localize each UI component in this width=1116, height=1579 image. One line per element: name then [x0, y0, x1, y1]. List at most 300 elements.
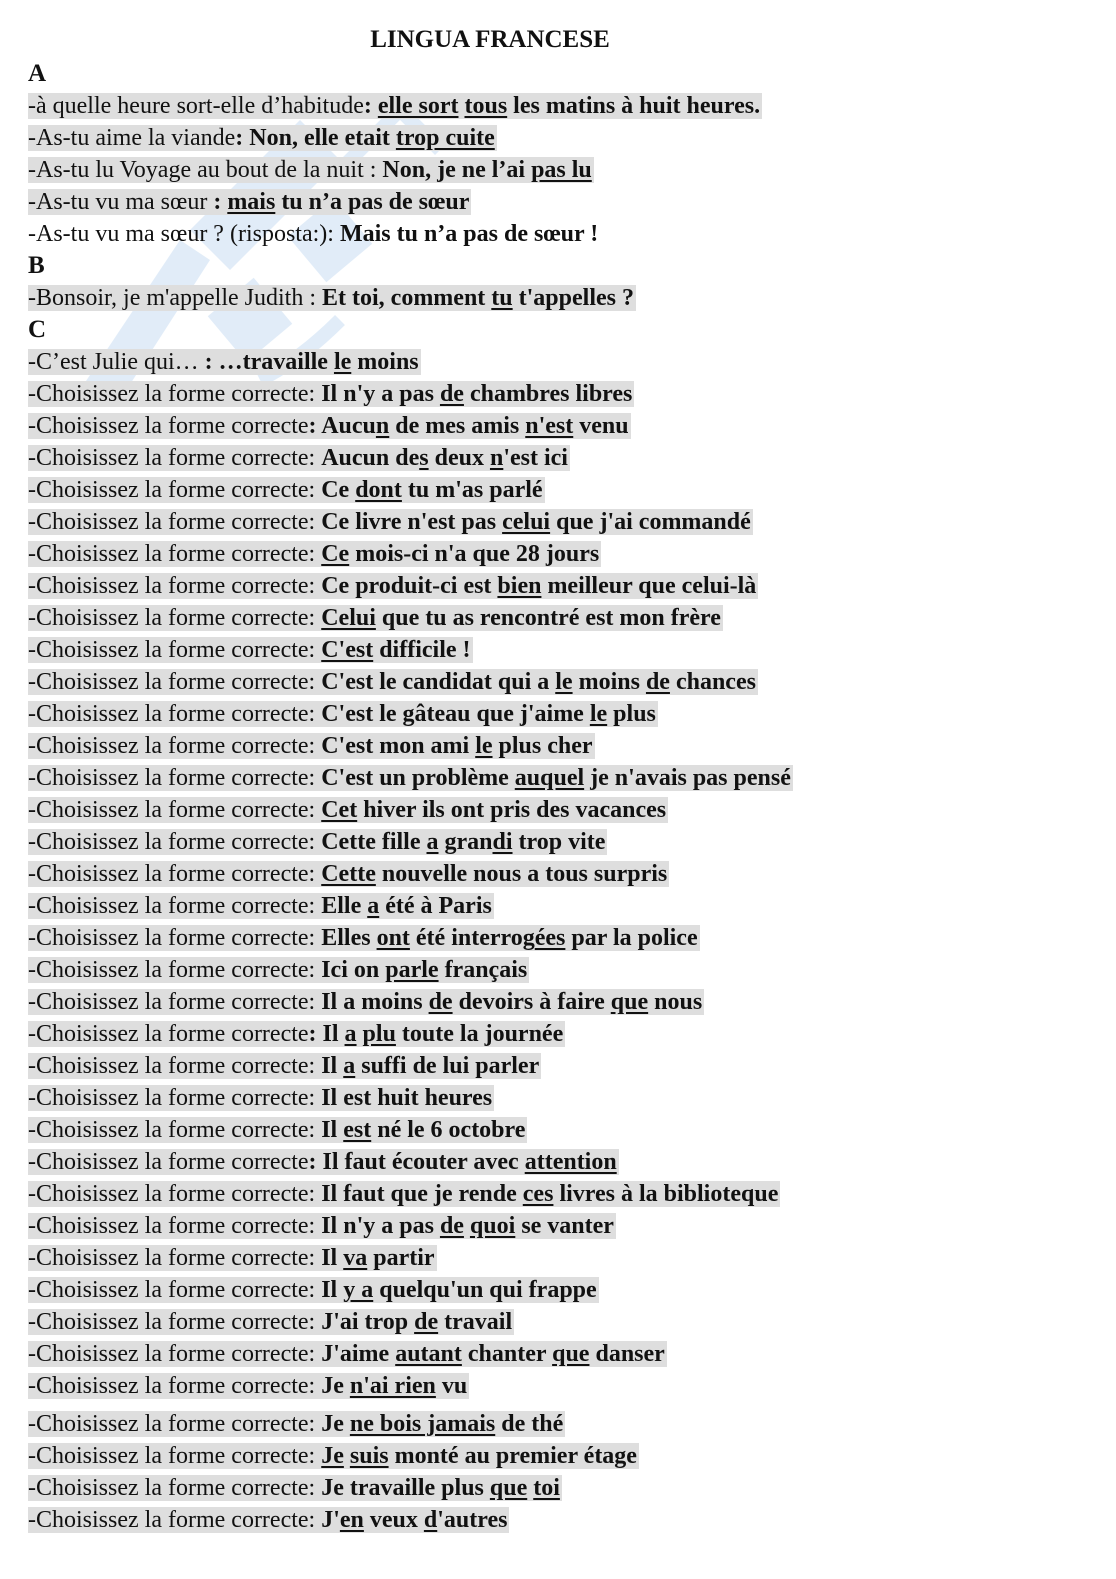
answer-segment: été interrog [409, 925, 535, 951]
answer-text [235, 125, 495, 151]
answer-segment: 'est ici [503, 445, 568, 471]
answer-segment: Il est huit heures [321, 1085, 493, 1111]
answer-segment: Ce [321, 477, 356, 503]
answer-segment: Il [321, 1053, 344, 1079]
qa-highlight [28, 349, 421, 375]
answer-segment: chambres libres [463, 381, 633, 407]
answer-segment: quelqu'un qui frappe [373, 1277, 597, 1303]
question-prompt: -Choisissez la forme correcte: [28, 1475, 322, 1501]
answer-text [364, 93, 760, 119]
answer-keyword: autant [395, 1341, 462, 1367]
question-prompt: -Choisissez la forme correcte: [28, 541, 322, 567]
question-prompt: -Choisissez la forme correcte: [28, 477, 322, 503]
qa-highlight [28, 189, 471, 215]
answer-keyword: trop cuite [395, 125, 495, 151]
question-prompt: -Choisissez la forme correcte: [28, 605, 322, 631]
qa-highlight [28, 829, 607, 855]
qa-highlight [28, 669, 758, 695]
qa-line [28, 954, 1088, 986]
answer-segment: Il faut que je rende [321, 1181, 523, 1207]
qa-line [28, 1370, 1088, 1402]
answer-segment: livres à la biblioteque [553, 1181, 779, 1207]
answer-text [321, 829, 605, 855]
qa-highlight [28, 1309, 514, 1335]
answer-keyword: en [339, 1507, 364, 1533]
answer-text [321, 1411, 563, 1437]
answer-keyword: a [367, 893, 380, 919]
answer-segment: Je [321, 1411, 350, 1437]
question-prompt: -Choisissez la forme correcte: [28, 637, 322, 663]
answer-text [321, 381, 632, 407]
answer-text [321, 1373, 467, 1399]
question-prompt: -Choisissez la forme correcte: [28, 669, 322, 695]
answer-segment: J' [321, 1507, 340, 1533]
qa-line [28, 90, 1088, 122]
question-prompt: -Choisissez la forme correcte: [28, 925, 322, 951]
question-list [28, 58, 1088, 1536]
qa-highlight [28, 573, 758, 599]
qa-line [28, 1504, 1088, 1536]
answer-text [321, 477, 542, 503]
answer-segment: Il [321, 1277, 344, 1303]
qa-highlight [28, 1021, 565, 1047]
qa-line [28, 1114, 1088, 1146]
qa-highlight [28, 1475, 562, 1501]
qa-line [28, 1146, 1088, 1178]
page-title: LINGUA FRANCESE [370, 26, 610, 53]
answer-segment: C'est un problème [321, 765, 515, 791]
answer-segment: partir [367, 1245, 435, 1271]
answer-keyword: elle sort [377, 93, 459, 119]
answer-segment: travail [438, 1309, 513, 1335]
answer-text [321, 733, 592, 759]
question-prompt: -Choisissez la forme correcte: [28, 1181, 322, 1207]
qa-line [28, 442, 1088, 474]
qa-highlight [28, 1411, 565, 1437]
qa-highlight [28, 1117, 527, 1143]
answer-keyword: parle [385, 957, 439, 983]
answer-segment: danser [589, 1341, 665, 1367]
answer-segment: : …travaille [204, 349, 334, 375]
answer-segment: Je [321, 1373, 350, 1399]
answer-segment: Elles [321, 925, 377, 951]
qa-line [28, 506, 1088, 538]
qa-line [28, 1306, 1088, 1338]
section-heading: A [28, 60, 47, 87]
answer-segment: nous [648, 989, 703, 1015]
answer-text [321, 701, 656, 727]
answer-text [321, 605, 721, 631]
answer-keyword: n [375, 413, 390, 439]
qa-line [28, 858, 1088, 890]
answer-segment: français [438, 957, 528, 983]
answer-text [309, 413, 629, 439]
question-prompt: -Choisissez la forme correcte: [28, 1373, 322, 1399]
answer-text [321, 1181, 778, 1207]
answer-segment: : Il faut écouter avec [308, 1149, 525, 1175]
qa-line [28, 1338, 1088, 1370]
answer-text [213, 189, 469, 215]
answer-keyword: a [426, 829, 439, 855]
answer-segment: : [363, 93, 378, 119]
answer-segment: chances [669, 669, 756, 695]
answer-keyword: quoi [469, 1213, 516, 1239]
qa-highlight [28, 1149, 619, 1175]
answer-keyword: Cette [321, 861, 376, 887]
qa-line [28, 218, 1088, 250]
answer-segment: 'autres [437, 1507, 508, 1533]
question-prompt: -Choisissez la forme correcte: [28, 893, 322, 919]
qa-line [28, 666, 1088, 698]
answer-segment: : Non, elle etait [235, 125, 396, 151]
answer-segment: tu n’a pas de sœur [275, 189, 470, 215]
answer-keyword: ces [522, 1181, 554, 1207]
answer-segment: mois-ci n'a que 28 jours [349, 541, 600, 567]
answer-segment: je n'avais pas pensé [584, 765, 791, 791]
qa-line [28, 282, 1088, 314]
qa-line [28, 922, 1088, 954]
answer-keyword: di [492, 829, 513, 855]
question-prompt: -C’est Julie qui… [28, 349, 205, 375]
answer-keyword: le [555, 669, 573, 695]
question-prompt: -As-tu vu ma sœur [28, 189, 214, 215]
answer-text [321, 1245, 434, 1271]
question-prompt: -Choisissez la forme correcte: [28, 797, 322, 823]
answer-keyword: Ce [321, 541, 350, 567]
answer-keyword: s [419, 445, 429, 471]
question-prompt: -Choisissez la forme correcte: [28, 1053, 322, 1079]
answer-text [321, 1277, 596, 1303]
qa-highlight [28, 701, 658, 727]
answer-segment: se vanter [515, 1213, 614, 1239]
answer-keyword: d [423, 1507, 438, 1533]
answer-keyword: ont [376, 925, 410, 951]
answer-keyword: que [489, 1475, 528, 1501]
qa-line [28, 1178, 1088, 1210]
answer-segment: de thé [495, 1411, 564, 1437]
qa-line [28, 474, 1088, 506]
answer-segment: Mais tu n’a pas de sœur ! [339, 221, 599, 247]
question-prompt: -As-tu lu Voyage au bout de la nuit : [28, 157, 383, 183]
question-prompt: -Choisissez la forme correcte: [28, 1411, 322, 1437]
answer-segment: moins [572, 669, 646, 695]
answer-keyword: auquel [514, 765, 585, 791]
answer-keyword: de [645, 669, 670, 695]
answer-segment: de mes amis [389, 413, 526, 439]
answer-text [321, 861, 667, 887]
answer-keyword: que [610, 989, 649, 1015]
answer-keyword: pas lu [531, 157, 592, 183]
answer-text [321, 1507, 507, 1533]
question-prompt: -Choisissez la forme correcte [28, 1149, 309, 1175]
question-prompt: -à quelle heure sort-elle d’habitude [28, 93, 364, 119]
answer-segment: Il a moins [321, 989, 429, 1015]
answer-keyword: bien [497, 573, 542, 599]
question-prompt: -Choisissez la forme correcte: [28, 1507, 322, 1533]
answer-text [321, 541, 599, 567]
answer-keyword: a [344, 1021, 357, 1047]
qa-highlight [28, 1213, 616, 1239]
answer-keyword: de [428, 989, 453, 1015]
answer-keyword: va [343, 1245, 368, 1271]
qa-highlight [28, 605, 723, 631]
answer-keyword: Cet [321, 797, 358, 823]
qa-line [28, 826, 1088, 858]
answer-segment: tu m'as parlé [401, 477, 543, 503]
qa-highlight [28, 765, 793, 791]
qa-line [28, 1242, 1088, 1274]
answer-segment: nouvelle nous a tous surpris [375, 861, 668, 887]
question-prompt: -Choisissez la forme correcte: [28, 765, 322, 791]
answer-segment: devoirs à faire [452, 989, 611, 1015]
qa-highlight [28, 1443, 639, 1469]
qa-highlight [28, 893, 494, 919]
qa-line [28, 538, 1088, 570]
qa-highlight [28, 541, 601, 567]
answer-segment: suffi de lui parler [355, 1053, 540, 1079]
answer-text [205, 349, 419, 375]
answer-keyword: le [589, 701, 608, 727]
answer-keyword: n'est [525, 413, 574, 439]
qa-highlight [28, 1277, 599, 1303]
answer-keyword: attention [524, 1149, 617, 1175]
answer-segment: chanter [461, 1341, 553, 1367]
question-prompt: -Choisissez la forme correcte: [28, 1341, 322, 1367]
answer-segment: monté au premier étage [388, 1443, 637, 1469]
qa-line [28, 570, 1088, 602]
answer-keyword: que [552, 1341, 590, 1367]
answer-text [321, 1085, 492, 1111]
qa-line [28, 762, 1088, 794]
question-prompt: -Choisissez la forme correcte: [28, 1277, 322, 1303]
question-prompt: -Choisissez la forme correcte: [28, 701, 322, 727]
answer-text [309, 1021, 564, 1047]
qa-line [28, 1440, 1088, 1472]
answer-segment: t'appelles ? [512, 285, 634, 311]
answer-text [321, 1475, 560, 1501]
qa-highlight [28, 221, 598, 247]
answer-segment: toute la journée [395, 1021, 564, 1047]
question-prompt: -Choisissez la forme correcte [28, 413, 309, 439]
question-prompt: -As-tu aime la viande [28, 125, 236, 151]
qa-highlight [28, 1507, 509, 1533]
answer-text [321, 1309, 512, 1335]
question-prompt: -Choisissez la forme correcte [28, 1021, 309, 1047]
question-prompt: -Choisissez la forme correcte: [28, 1085, 322, 1111]
answer-segment: Il n'y a pas [321, 1213, 440, 1239]
qa-line [28, 986, 1088, 1018]
question-prompt: -Choisissez la forme correcte: [28, 829, 322, 855]
answer-text [321, 1117, 525, 1143]
answer-text [321, 637, 470, 663]
answer-keyword: plu [362, 1021, 396, 1047]
answer-segment: été à Paris [379, 893, 492, 919]
qa-line [28, 1408, 1088, 1440]
question-prompt: -Choisissez la forme correcte: [28, 989, 322, 1015]
qa-highlight [28, 861, 669, 887]
section-heading: C [28, 316, 47, 343]
answer-keyword: tous [464, 93, 508, 119]
qa-highlight [28, 413, 631, 439]
answer-keyword: Je [321, 1443, 344, 1469]
question-prompt: -Choisissez la forme correcte: [28, 1443, 322, 1469]
section-heading: B [28, 252, 45, 279]
question-prompt: -Choisissez la forme correcte: [28, 573, 322, 599]
qa-line [28, 730, 1088, 762]
answer-text [321, 445, 568, 471]
answer-keyword: mais [227, 189, 276, 215]
answer-text [321, 989, 702, 1015]
answer-text [322, 285, 634, 311]
answer-keyword: celui [502, 509, 551, 535]
qa-highlight [28, 925, 700, 951]
answer-segment: deux [428, 445, 490, 471]
answer-text [321, 669, 756, 695]
question-prompt: -Choisissez la forme correcte: [28, 1245, 322, 1271]
qa-highlight [28, 445, 570, 471]
qa-highlight [28, 957, 529, 983]
qa-line [28, 1274, 1088, 1306]
qa-highlight [28, 989, 704, 1015]
qa-highlight [28, 1373, 469, 1399]
answer-text [321, 1053, 539, 1079]
question-prompt: -Choisissez la forme correcte: [28, 733, 322, 759]
question-prompt: -Choisissez la forme correcte: [28, 957, 322, 983]
qa-line [28, 698, 1088, 730]
qa-highlight [28, 797, 668, 823]
qa-line [28, 154, 1088, 186]
answer-keyword: C'est [321, 637, 374, 663]
qa-line [28, 346, 1088, 378]
answer-segment: Et toi, comment [322, 285, 492, 311]
answer-text [321, 957, 527, 983]
answer-text [309, 1149, 617, 1175]
answer-segment: venu [573, 413, 629, 439]
answer-text [382, 157, 591, 183]
answer-segment: J'ai trop [321, 1309, 415, 1335]
answer-segment: Il [321, 1117, 344, 1143]
qa-line [28, 1050, 1088, 1082]
answer-segment: les matins à huit heures. [507, 93, 761, 119]
answer-text [321, 1341, 665, 1367]
answer-segment: Cette fille [321, 829, 427, 855]
answer-segment: Il n'y a pas [321, 381, 440, 407]
answer-keyword: Celui [321, 605, 376, 631]
answer-text [321, 573, 756, 599]
qa-highlight [28, 477, 545, 503]
answer-keyword: ne bois jamais [349, 1411, 496, 1437]
qa-line [28, 1210, 1088, 1242]
qa-line [28, 794, 1088, 826]
answer-keyword: suis [349, 1443, 389, 1469]
answer-segment: Je travaille plus [321, 1475, 490, 1501]
answer-segment: meilleur que celui-là [541, 573, 757, 599]
qa-line [28, 1018, 1088, 1050]
answer-segment: né le 6 octobre [371, 1117, 526, 1143]
answer-segment: C'est le candidat qui a [321, 669, 556, 695]
qa-line [28, 890, 1088, 922]
answer-segment: hiver ils ont pris des vacances [357, 797, 667, 823]
answer-segment: C'est le gâteau que j'aime [321, 701, 590, 727]
answer-segment: C'est mon ami [321, 733, 476, 759]
answer-segment: que j'ai commandé [550, 509, 751, 535]
answer-segment: Elle [321, 893, 368, 919]
question-prompt: -Choisissez la forme correcte: [28, 1117, 322, 1143]
qa-highlight [28, 93, 762, 119]
question-prompt: -Choisissez la forme correcte: [28, 381, 322, 407]
qa-highlight [28, 1053, 541, 1079]
qa-highlight [28, 1245, 437, 1271]
answer-segment: gran [438, 829, 493, 855]
qa-highlight [28, 285, 636, 311]
answer-text [321, 765, 791, 791]
answer-segment: veux [363, 1507, 424, 1533]
answer-text [321, 509, 751, 535]
answer-keyword: dont [355, 477, 402, 503]
qa-highlight [28, 509, 753, 535]
qa-highlight [28, 637, 473, 663]
qa-highlight [28, 157, 594, 183]
answer-segment: : Aucu [308, 413, 376, 439]
question-prompt: -Bonsoir, je m'appelle Judith : [28, 285, 322, 311]
question-prompt: -Choisissez la forme correcte: [28, 1309, 322, 1335]
answer-keyword: de [414, 1309, 439, 1335]
qa-highlight [28, 733, 595, 759]
answer-keyword: de [439, 1213, 464, 1239]
qa-line [28, 634, 1088, 666]
answer-text [321, 1213, 614, 1239]
answer-segment: : Il [308, 1021, 345, 1047]
answer-text [321, 1443, 637, 1469]
answer-keyword: de [439, 381, 464, 407]
answer-text [340, 221, 598, 247]
answer-segment: Ce livre n'est pas [321, 509, 503, 535]
answer-keyword: ées [534, 925, 566, 951]
answer-segment: Ce produit-ci est [321, 573, 498, 599]
qa-line [28, 410, 1088, 442]
qa-highlight [28, 1181, 780, 1207]
answer-keyword: y a [343, 1277, 374, 1303]
answer-keyword: a [343, 1053, 356, 1079]
answer-segment: vu [435, 1373, 468, 1399]
question-prompt: -Choisissez la forme correcte: [28, 861, 322, 887]
answer-segment: Non, je ne l’ai [382, 157, 532, 183]
answer-keyword: toi [533, 1475, 560, 1501]
question-prompt: -Choisissez la forme correcte: [28, 445, 322, 471]
answer-segment: Aucun de [321, 445, 420, 471]
qa-line [28, 1082, 1088, 1114]
answer-keyword: n'ai rien [349, 1373, 436, 1399]
answer-segment: par la police [565, 925, 698, 951]
qa-highlight [28, 125, 497, 151]
qa-line [28, 186, 1088, 218]
qa-line [28, 122, 1088, 154]
question-prompt: -Choisissez la forme correcte: [28, 1213, 322, 1239]
answer-segment: Ici on [321, 957, 386, 983]
question-prompt: -As-tu vu ma sœur ? (risposta:): [28, 221, 340, 247]
qa-highlight [28, 1085, 494, 1111]
answer-text [321, 797, 666, 823]
answer-segment: trop vite [512, 829, 606, 855]
qa-line [28, 378, 1088, 410]
answer-text [321, 893, 492, 919]
qa-highlight [28, 1341, 667, 1367]
answer-keyword: le [475, 733, 493, 759]
qa-highlight [28, 381, 634, 407]
answer-keyword: le [333, 349, 352, 375]
question-prompt: -Choisissez la forme correcte: [28, 509, 322, 535]
answer-segment: plus cher [492, 733, 593, 759]
